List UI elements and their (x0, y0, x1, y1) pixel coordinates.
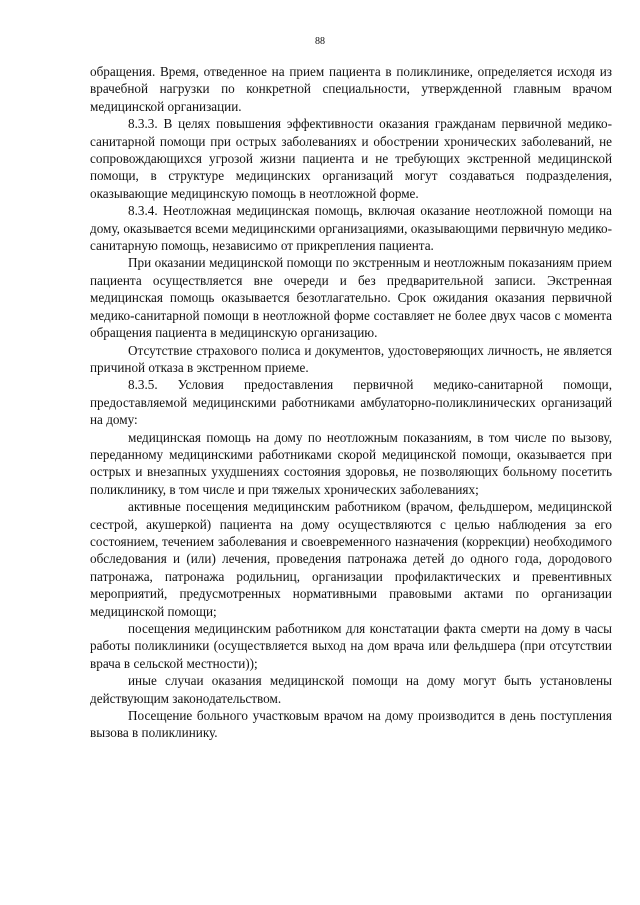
page-number: 88 (315, 36, 325, 47)
page-body (90, 63, 612, 742)
list-item-death-confirmation: посещения медицинским работником для констатации факта смерти на дому в часы работы поликлиники (осуществляется выход на дом врача или фельдшера (при отсутствии врача в сельской местности)); (90, 621, 612, 671)
list-item-other-cases: иные случаи оказания медицинской помощи на дому могут быть установлены действующим законодательством. (90, 673, 612, 706)
paragraph-8-3-4: 8.3.4. Неотложная медицинская помощь, включая оказание неотложной помощи на дому, оказывается всеми медицинскими организациями, оказывающими первичную медико-санитарную помощь, независимо от прикрепления пациента. (90, 203, 612, 254)
list-item-urgent-home-care: медицинская помощь на дому по неотложным показаниям, в том числе по вызову, переданному медицинскими работниками скорой медицинской помощи, оказывается при острых и внезапных ухудшениях состояния здоровья, не позволяющих больному посетить поликлинику, в том числе и при тяжелых хронических заболеваниях; (90, 429, 612, 497)
paragraph-8-3-5: 8.3.5. Условия предоставления первичной медико-санитарной помощи, предоставляемой медицинскими работниками амбулаторно-поликлинических организаций на дому: (90, 377, 612, 428)
paragraph-8-3-3: 8.3.3. В целях повышения эффективности оказания гражданам первичной медико-санитарной помощи при острых заболеваниях и обострении хронических заболеваний, не сопровождающихся угрозой жизни пациента и не требующих экстренной медицинской помощи, в структуре медицинских организаций могут создаваться подразделения, оказывающие медицинскую помощь в неотложной форме. (90, 116, 612, 201)
paragraph-home-visit-day: Посещение больного участковым врачом на дому производится в день поступления вызова в поликлинику. (90, 708, 612, 741)
list-item-active-visits: активные посещения медицинским работником (врачом, фельдшером, медицинской сестрой, акушеркой) пациента на дому осуществляются с целью наблюдения за его состоянием, течением заболевания и своевременного назначения (коррекции) необходимого обследования и (или) лечения, проведения патронажа детей до одного года, дородового патронажа, патронажа родильниц, организации профилактических и превентивных мероприятий, предусмотренных нормативными правовыми актами по организации медицинской помощи; (90, 499, 612, 619)
paragraph-continuation: обращения. Время, отведенное на прием пациента в поликлинике, определяется исходя из врачебной нагрузки по конкретной специальности, утвержденной главным врачом медицинской организации. (90, 64, 612, 114)
paragraph-emergency-reception: При оказании медицинской помощи по экстренным и неотложным показаниям прием пациента осуществляется вне очереди и без предварительной записи. Экстренная медицинская помощь оказывается безотлагательно. Срок ожидания оказания первичной медико-санитарной помощи в неотложной форме составляет не более двух часов с момента обращения пациента в медицинскую организацию. (90, 255, 612, 341)
paragraph-no-policy: Отсутствие страхового полиса и документов, удостоверяющих личность, не является причиной отказа в экстренном приеме. (90, 342, 612, 375)
